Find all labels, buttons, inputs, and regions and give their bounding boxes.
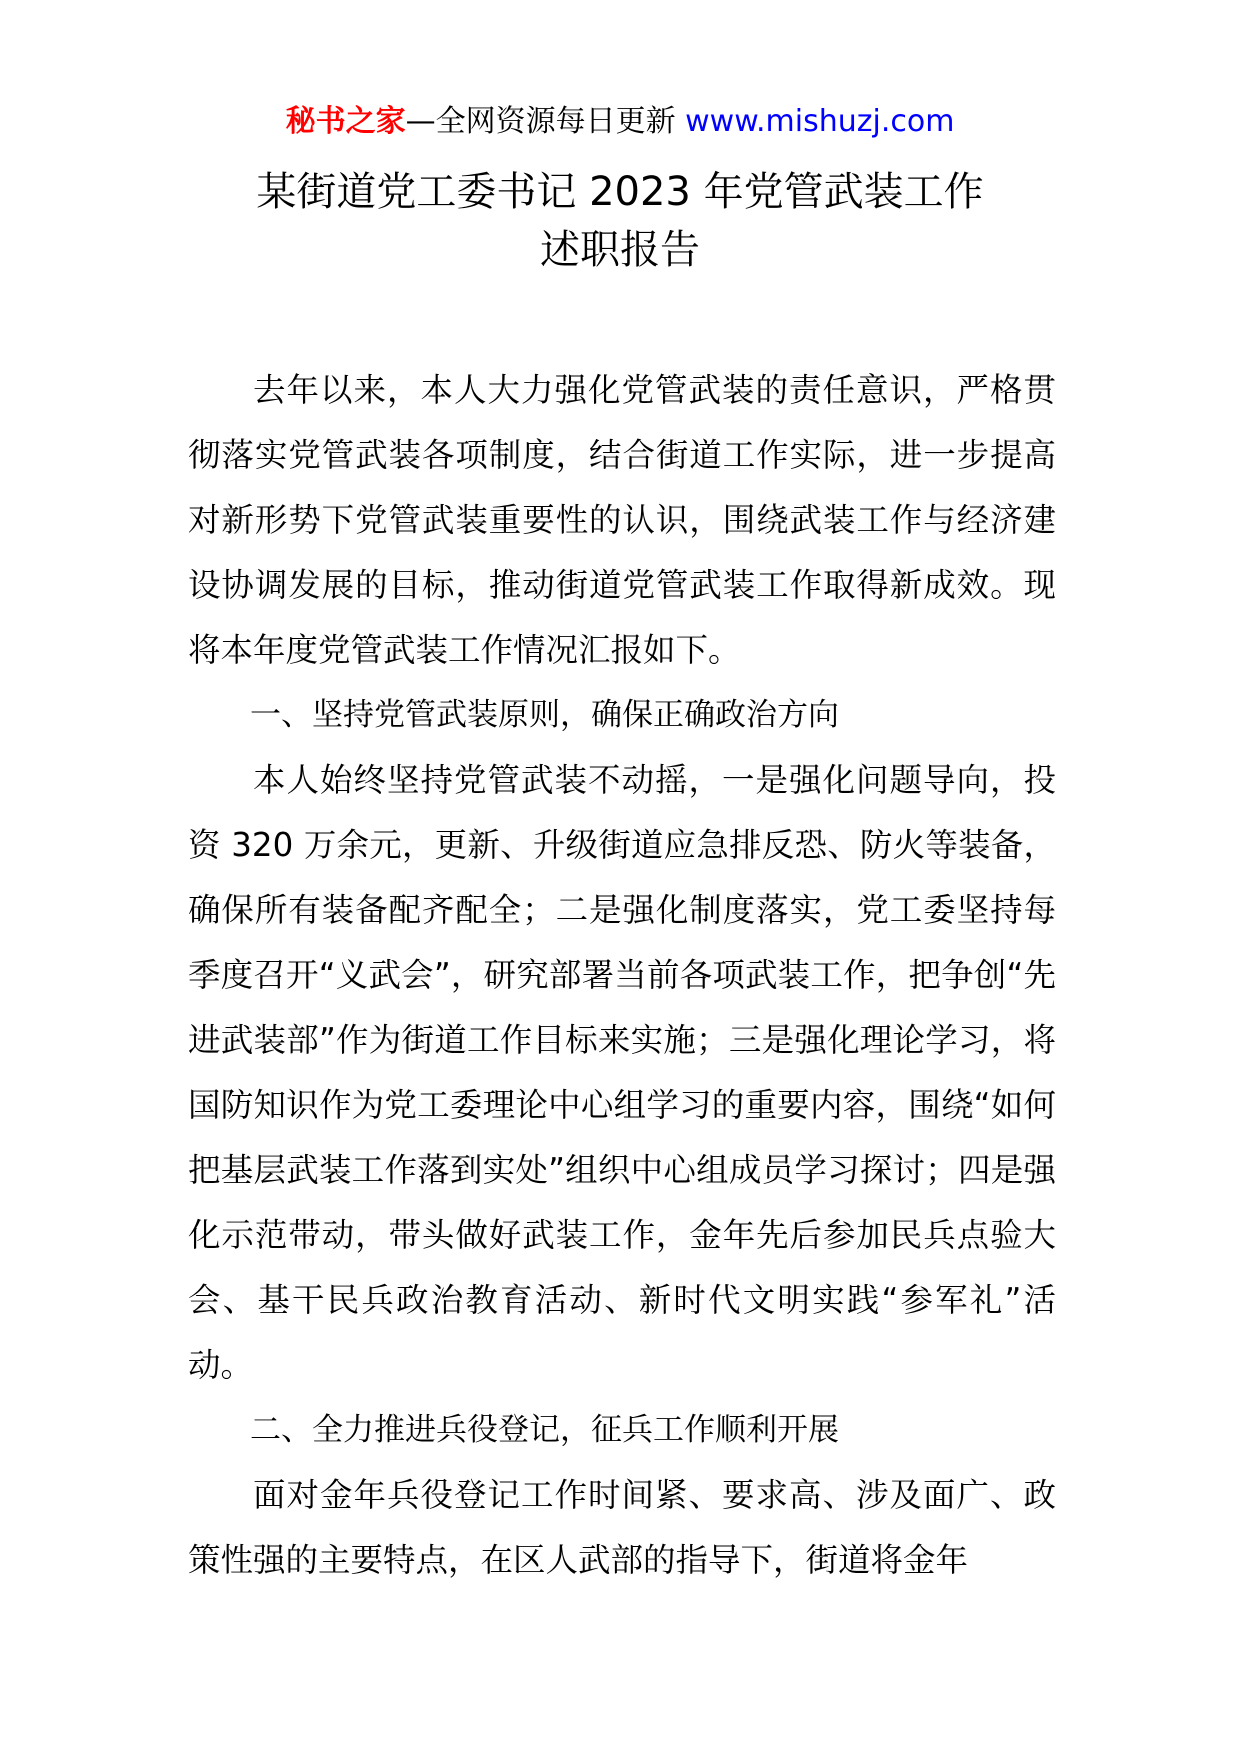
paragraph-intro: 去年以来，本人大力强化党管武装的责任意识，严格贯彻落实党管武装各项制度，结合街道工作实际，进一步提高对新形势下党管武装重要性的认识，围绕武装工作与经济建设协调发展的目标，推动街道党管武装工作取得新成效。现将本年度党管武装工作情况汇报如下。 [188, 371, 1056, 669]
section-heading-2: 二、全力推进兵役登记，征兵工作顺利开展 [250, 1412, 839, 1448]
site-url-link[interactable]: www.mishuzj.com [685, 104, 955, 139]
title-line-2: 述职报告 [540, 227, 700, 273]
section-heading-1: 一、坚持党管武装原则，确保正确政治方向 [250, 697, 839, 733]
paragraph-section-2: 面对金年兵役登记工作时间紧、要求高、涉及面广、政策性强的主要特点，在区人武部的指导下，街道将金年 [188, 1476, 1056, 1579]
document-title [0, 163, 1240, 279]
document-body [188, 358, 1056, 1593]
brand-name: 秘书之家 [285, 104, 406, 139]
title-line-1: 某街道党工委书记 2023 年党管武装工作 [256, 169, 984, 215]
paragraph-section-1: 本人始终坚持党管武装不动摇，一是强化问题导向，投资 320 万余元，更新、升级街道应急排反恐、防火等装备，确保所有装备配齐配全；二是强化制度落实，党工委坚持每季度召开“义武会”，研究部署当前各项武装工作，把争创“先进武装部”作为街道工作目标来实施；三是强化理论学习，将国防知识作为党工委理论中心组学习的重要内容，围绕“如何把基层武装工作落到实处”组织中心组成员学习探讨；四是强化示范带动，带头做好武装工作，金年先后参加民兵点验大会、基干民兵政治教育活动、新时代文明实践“参军礼”活动。 [188, 761, 1056, 1384]
site-header [0, 102, 1240, 142]
header-tagline: —全网资源每日更新 [405, 104, 686, 139]
